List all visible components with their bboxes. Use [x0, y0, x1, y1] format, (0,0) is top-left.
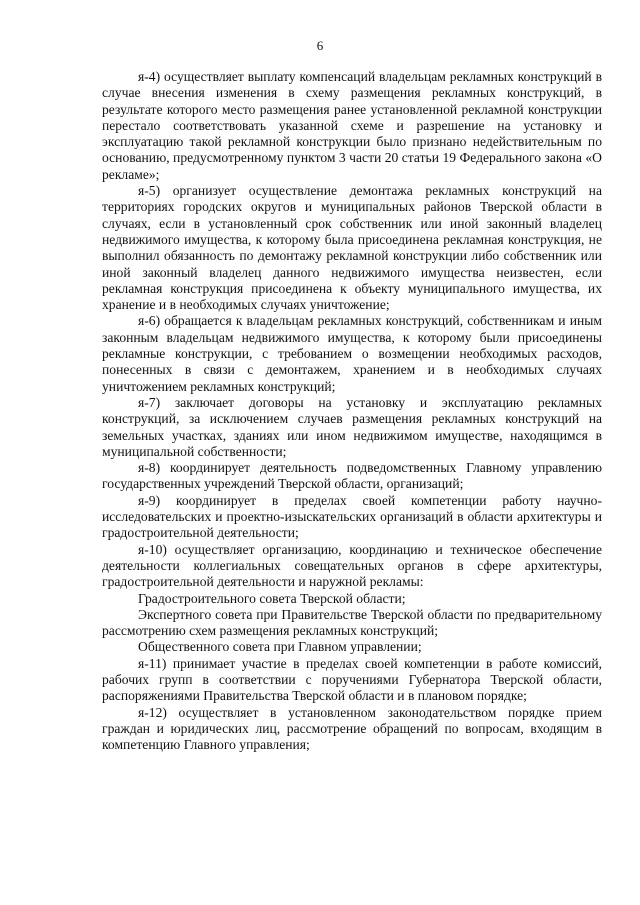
paragraph-ya-11: я-11) принимает участие в пределах своей компетенции в работе комиссий, рабочих групп в соответствии с поручениями Губернатора Тверской области, распоряжениями Правительства Тверской области и в плановом порядке; [102, 655, 602, 704]
paragraph-urban-planning-council: Градостроительного совета Тверской области; [138, 590, 406, 606]
paragraph-ya-4: я-4) осуществляет выплату компенсаций владельцам рекламных конструкций в случае внесения изменения в схему размещения рекламных конструкций, в результате которого место размещения ранее установленной рекламной конструкции перестало соответствовать указанной схеме и разрешение на установку и эксплуатацию такой рекламной конструкции было признано недействительным по основанию, предусмотренному пунктом 3 части 20 статьи 19 Федерального закона «О рекламе»; [102, 69, 602, 182]
paragraph-ya-5: я-5) организует осуществление демонтажа рекламных конструкций на территориях городских округов и муниципальных районов Тверской области в случаях, если в установленный срок собственник или иной законный владелец недвижимого имущества, к которому была присоединена рекламная конструкция, не выполнил обязанность по демонтажу рекламной конструкции либо собственник или иной законный владелец данного недвижимого имущества неизвестен, если рекламная конструкция присоединена к объекту муниципального имущества, их хранение и в необходимых случаях уничтожение; [102, 183, 602, 313]
paragraph-public-council: Общественного совета при Главном управлении; [138, 639, 422, 655]
page-number: 6 [316, 38, 324, 53]
paragraph-ya-10: я-10) осуществляет организацию, координацию и техническое обеспечение деятельности коллегиальных совещательных органов в сфере архитектуры, градостроительной деятельности и наружной рекламы: [102, 541, 602, 590]
paragraph-ya-12: я-12) осуществляет в установленном законодательством порядке прием граждан и юридических лиц, рассмотрение обращений по вопросам, входящим в компетенцию Главного управления; [102, 704, 602, 753]
paragraph-ya-7: я-7) заключает договоры на установку и эксплуатацию рекламных конструкций, за исключением случаев размещения рекламных конструкций на земельных участках, зданиях или ином недвижимом имуществе, находящимся в муниципальной собственности; [102, 394, 602, 459]
paragraph-expert-council: Экспертного совета при Правительстве Тверской области по предварительному рассмотрению схем размещения рекламных конструкций; [102, 606, 602, 639]
paragraph-ya-8: я-8) координирует деятельность подведомственных Главному управлению государственных учреждений Тверской области, организаций; [102, 460, 602, 492]
document-body [102, 69, 602, 753]
paragraph-ya-9: я-9) координирует в пределах своей компетенции работу научно-исследовательских и проектно-изыскательских организаций в области архитектуры и градостроительной деятельности; [102, 492, 602, 541]
paragraph-ya-6: я-6) обращается к владельцам рекламных конструкций, собственникам и иным законным владельцам недвижимого имущества, к которому были присоединены рекламные конструкции, с требованием о возмещении необходимых расходов, понесенных в связи с демонтажем, хранением и в необходимых случаях уничтожением рекламных конструкций; [102, 313, 602, 394]
